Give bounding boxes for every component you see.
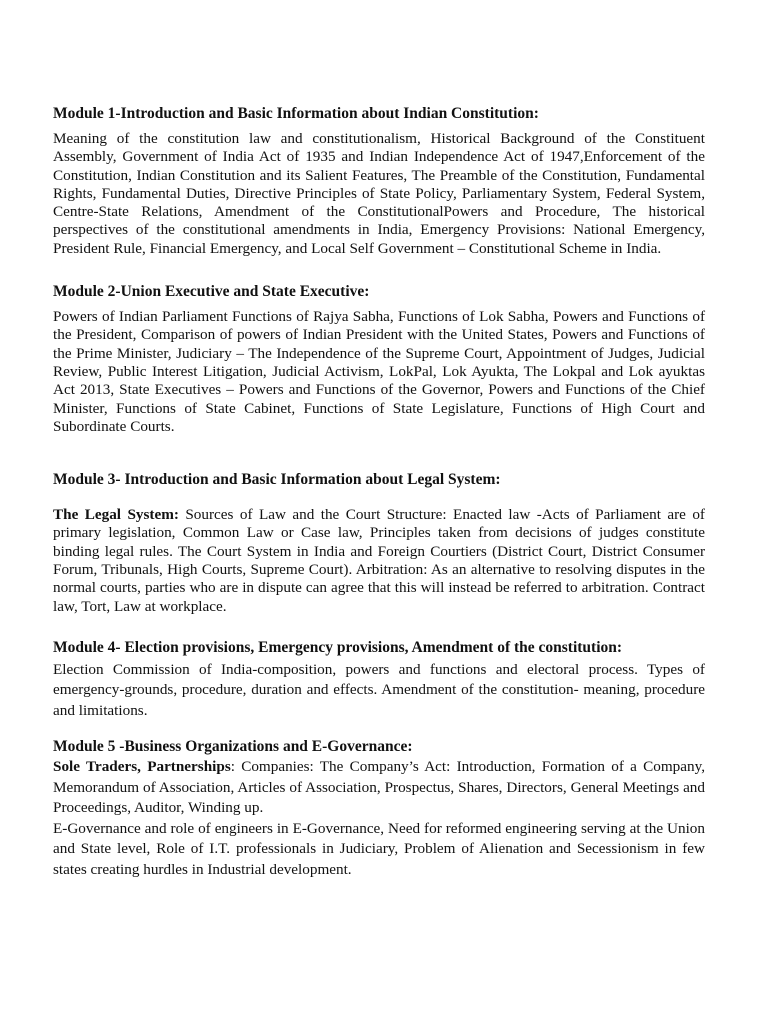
syllabus-page — [53, 104, 705, 880]
module-1-heading: Module 1-Introduction and Basic Information about Indian Constitution: — [53, 105, 539, 122]
module-3-heading: Module 3- Introduction and Basic Information about Legal System: — [53, 471, 501, 489]
module-2-heading: Module 2-Union Executive and State Executive: — [53, 283, 370, 301]
module-5-heading: Module 5 -Business Organizations and E-Governance: — [53, 738, 413, 756]
module-5-egov-text: E-Governance and role of engineers in E-Governance, Need for reformed engineering serving at the Union and State level, Role of I.T. professionals in Judiciary, Problem of Alienation and Secessionism in few states creating hurdles in Industrial development. — [53, 819, 705, 878]
module-5-lead: Sole Traders, Partnerships — [53, 758, 231, 776]
module-4-heading: Module 4- Election provisions, Emergency provisions, Amendment of the constitution: — [53, 638, 623, 656]
module-2-text: Powers of Indian Parliament Functions of Rajya Sabha, Functions of Lok Sabha, Powers and Functions of the President, Comparison of powers of Indian President with the United States, Powers and Functions of the Prime Minister, Judiciary – The Independence of the Supreme Court, Appointment of Judges, Judicial Review, Public Interest Litigation, Judicial Activism, LokPal, Lok Ayukta, The Lokpal and Lok ayuktas Act 2013, State Executives – Powers and Functions of the Governor, Powers and Functions of the Chief Minister, Functions of State Cabinet, Functions of State Legislature, Functions of High Court and Subordinate Courts. — [53, 308, 705, 435]
module-3-lead: The Legal System: — [53, 506, 179, 524]
module-5-body: : Companies: The Company’s Act: Introduction, Formation of a Company, Memorandum of Association, Articles of Association, Prospectus, Shares, Directors, General Meetings and Proceedings, Auditor, Winding up. — [53, 758, 705, 817]
module-5-text — [53, 757, 705, 819]
module-3-body: Sources of Law and the Court Structure: Enacted law -Acts of Parliament are of primary legislation, Common Law or Case law, Principles taken from decisions of judges constitute binding legal rules. The Court System in India and Foreign Courtiers (District Court, District Consumer Forum, Tribunals, High Courts, Supreme Court). Arbitration: As an alternative to resolving disputes in the normal courts, parties who are in dispute can agree that this will instead be referred to arbitration. Contract law, Tort, Law at workplace. — [53, 506, 705, 615]
module-1-text: Meaning of the constitution law and constitutionalism, Historical Background of the Constituent Assembly, Government of India Act of 1935 and Indian Independence Act of 1947,Enforcement of the Constitution, Indian Constitution and its Salient Features, The Preamble of the Constitution, Fundamental Rights, Fundamental Duties, Directive Principles of State Policy, Parliamentary System, Federal System, Centre-State Relations, Amendment of the ConstitutionalPowers and Procedure, The historical perspectives of the constitutional amendments in India, Emergency Provisions: National Emergency, President Rule, Financial Emergency, and Local Self Government – Constitutional Scheme in India. — [53, 130, 705, 257]
module-3-text — [53, 506, 705, 616]
module-4-text: Election Commission of India-composition, powers and functions and electoral process. Types of emergency-grounds, procedure, duration and effects. Amendment of the constitution- meaning, procedure and limitations. — [53, 660, 705, 719]
